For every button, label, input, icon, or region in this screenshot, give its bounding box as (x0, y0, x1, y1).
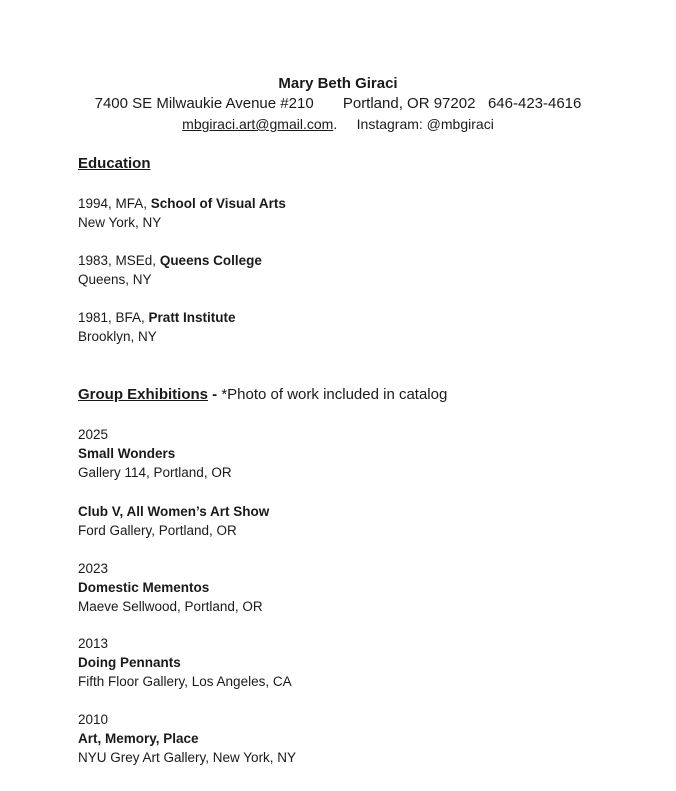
email-suffix: . (333, 116, 338, 132)
exhibition-venue: Gallery 114, Portland, OR (78, 465, 232, 480)
email-link[interactable]: mbgiraci.art@gmail.com (182, 116, 334, 132)
contact-line (0, 95, 676, 113)
group-exhibitions-heading-title: Group Exhibitions (78, 386, 208, 403)
education-school: School of Visual Arts (150, 196, 286, 211)
education-heading-title: Education (78, 155, 151, 172)
education-location: Queens, NY (78, 272, 152, 287)
exhibition-title: Small Wonders (78, 446, 176, 461)
exhibition-item (78, 710, 296, 767)
exhibition-year: 2013 (78, 636, 109, 651)
education-item (78, 194, 286, 232)
exhibition-title: Club V, All Women’s Art Show (78, 504, 270, 519)
exhibition-year: 2010 (78, 712, 109, 727)
education-heading (78, 155, 151, 173)
education-location: Brooklyn, NY (78, 329, 157, 344)
contact-line-2 (0, 115, 676, 133)
exhibition-item (78, 425, 232, 482)
exhibition-venue: NYU Grey Art Gallery, New York, NY (78, 750, 297, 765)
education-degree: 1983, MSEd, (78, 253, 160, 268)
exhibition-year: 2025 (78, 427, 109, 442)
instagram: Instagram: @mbgiraci (356, 116, 494, 132)
address: 7400 SE Milwaukie Avenue #210 (94, 95, 314, 112)
education-location: New York, NY (78, 215, 162, 230)
exhibition-venue: Maeve Sellwood, Portland, OR (78, 599, 263, 614)
education-degree: 1994, MFA, (78, 196, 151, 211)
exhibition-item (78, 559, 263, 616)
exhibition-venue: Ford Gallery, Portland, OR (78, 523, 237, 538)
exhibition-title: Doing Pennants (78, 655, 181, 670)
heading-dash: - (208, 386, 222, 403)
exhibition-item (78, 502, 269, 540)
education-item (78, 251, 262, 289)
city: Portland, OR 97202 (342, 95, 476, 112)
education-school: Pratt Institute (148, 310, 236, 325)
catalog-note: *Photo of work included in catalog (221, 386, 448, 403)
group-exhibitions-heading (78, 386, 447, 404)
education-school: Queens College (159, 253, 262, 268)
exhibition-year: 2023 (78, 561, 109, 576)
exhibition-title: Domestic Mementos (78, 580, 210, 595)
exhibition-item (78, 634, 292, 691)
phone: 646-423-4616 (487, 95, 582, 112)
exhibition-title: Art, Memory, Place (78, 731, 199, 746)
education-degree: 1981, BFA, (78, 310, 149, 325)
education-item (78, 308, 236, 346)
resume-name: Mary Beth Giraci (278, 75, 398, 92)
exhibition-venue: Fifth Floor Gallery, Los Angeles, CA (78, 674, 292, 689)
